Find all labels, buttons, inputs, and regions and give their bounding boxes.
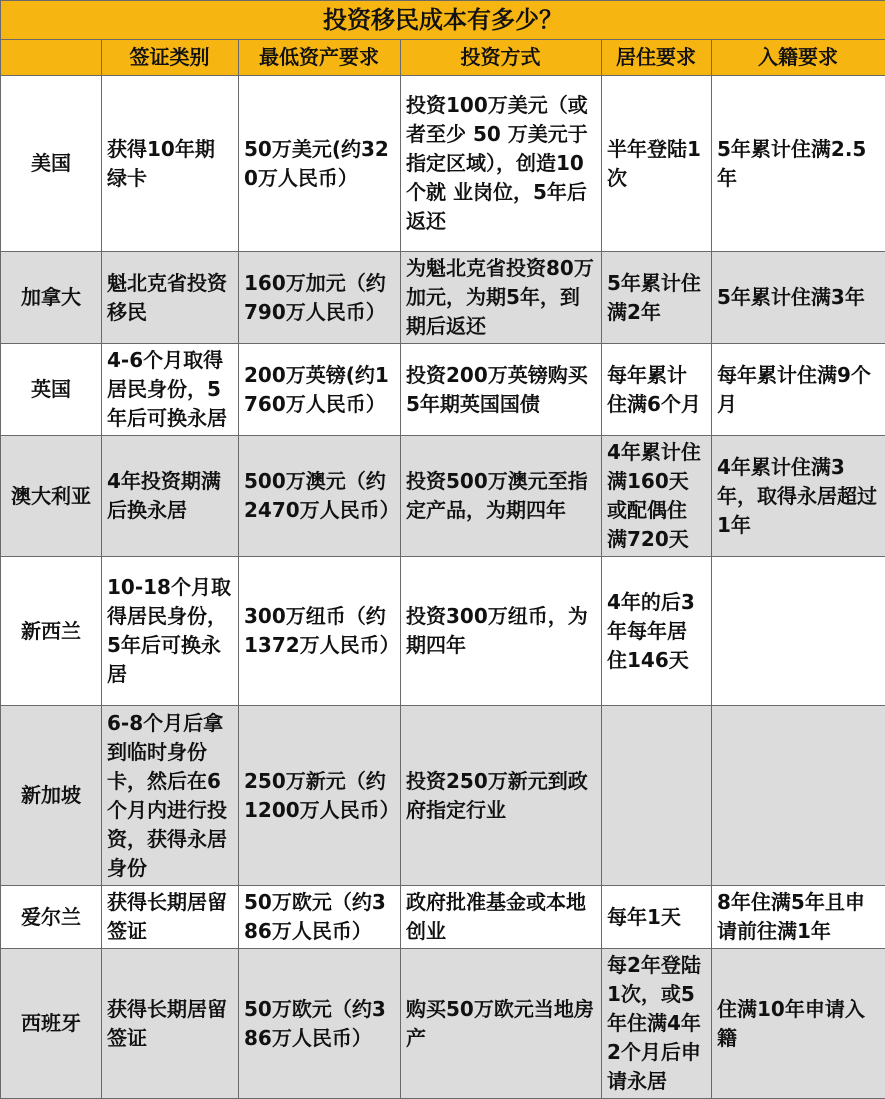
header-investment: 投资方式 bbox=[401, 40, 602, 76]
visa-cell: 获得长期居留签证 bbox=[102, 886, 239, 949]
header-visa: 签证类别 bbox=[102, 40, 239, 76]
citizenship-cell: 住满10年申请入籍 bbox=[712, 949, 885, 1099]
investment-cell: 投资200万英镑购买5年期英国国债 bbox=[401, 344, 602, 436]
country-cell: 新西兰 bbox=[1, 557, 102, 706]
visa-cell: 4-6个月取得居民身份，5年后可换永居 bbox=[102, 344, 239, 436]
residence-cell: 每2年登陆1次，或5年住满4年2个月后申请永居 bbox=[602, 949, 712, 1099]
min-asset-cell: 250万新元（约1200万人民币） bbox=[239, 706, 401, 886]
citizenship-cell: 5年累计住满3年 bbox=[712, 252, 885, 344]
visa-cell: 获得10年期绿卡 bbox=[102, 76, 239, 252]
residence-cell: 5年累计住满2年 bbox=[602, 252, 712, 344]
visa-cell: 6-8个月后拿到临时身份卡，然后在6个月内进行投资，获得永居身份 bbox=[102, 706, 239, 886]
country-cell: 西班牙 bbox=[1, 949, 102, 1099]
table-row-singapore bbox=[1, 706, 885, 886]
country-cell: 澳大利亚 bbox=[1, 436, 102, 557]
citizenship-cell: 每年累计住满9个月 bbox=[712, 344, 885, 436]
investment-cell: 投资100万美元（或者至少 50 万美元于指定区域），创造10 个就 业岗位，5年后返还 bbox=[401, 76, 602, 252]
table-title: 投资移民成本有多少？ bbox=[1, 1, 885, 40]
investment-cell: 为魁北克省投资80万加元，为期5年，到期后返还 bbox=[401, 252, 602, 344]
min-asset-cell: 50万欧元（约386万人民币） bbox=[239, 949, 401, 1099]
header-row bbox=[1, 40, 885, 76]
citizenship-cell bbox=[712, 557, 885, 706]
visa-cell: 4年投资期满后换永居 bbox=[102, 436, 239, 557]
residence-cell bbox=[602, 706, 712, 886]
min-asset-cell: 50万美元(约320万人民币） bbox=[239, 76, 401, 252]
title-row bbox=[1, 1, 885, 40]
header-residence: 居住要求 bbox=[602, 40, 712, 76]
investment-cell: 投资250万新元到政府指定行业 bbox=[401, 706, 602, 886]
visa-cell: 获得长期居留签证 bbox=[102, 949, 239, 1099]
investment-cell: 投资300万纽币，为期四年 bbox=[401, 557, 602, 706]
citizenship-cell: 8年住满5年且申请前往满1年 bbox=[712, 886, 885, 949]
citizenship-cell bbox=[712, 706, 885, 886]
residence-cell: 4年累计住满160天或配偶住满720天 bbox=[602, 436, 712, 557]
investment-cell: 政府批准基金或本地创业 bbox=[401, 886, 602, 949]
country-cell: 爱尔兰 bbox=[1, 886, 102, 949]
visa-cell: 10-18个月取得居民身份，5年后可换永居 bbox=[102, 557, 239, 706]
investment-cell: 投资500万澳元至指定产品，为期四年 bbox=[401, 436, 602, 557]
country-cell: 加拿大 bbox=[1, 252, 102, 344]
table-row-uk bbox=[1, 344, 885, 436]
citizenship-cell: 4年累计住满3年，取得永居超过1年 bbox=[712, 436, 885, 557]
table-row-new-zealand bbox=[1, 557, 885, 706]
table-row-canada bbox=[1, 252, 885, 344]
citizenship-cell: 5年累计住满2.5年 bbox=[712, 76, 885, 252]
country-cell: 英国 bbox=[1, 344, 102, 436]
residence-cell: 每年1天 bbox=[602, 886, 712, 949]
min-asset-cell: 50万欧元（约386万人民币） bbox=[239, 886, 401, 949]
visa-cell: 魁北克省投资移民 bbox=[102, 252, 239, 344]
table-row-ireland bbox=[1, 886, 885, 949]
table-row-usa bbox=[1, 76, 885, 252]
country-cell: 美国 bbox=[1, 76, 102, 252]
header-min-asset: 最低资产要求 bbox=[239, 40, 401, 76]
min-asset-cell: 200万英镑(约1760万人民币） bbox=[239, 344, 401, 436]
table-row-spain bbox=[1, 949, 885, 1099]
residence-cell: 半年登陆1次 bbox=[602, 76, 712, 252]
min-asset-cell: 300万纽币（约1372万人民币） bbox=[239, 557, 401, 706]
country-cell: 新加坡 bbox=[1, 706, 102, 886]
table-row-australia bbox=[1, 436, 885, 557]
header-citizenship: 入籍要求 bbox=[712, 40, 885, 76]
residence-cell: 每年累计住满6个月 bbox=[602, 344, 712, 436]
header-country bbox=[1, 40, 102, 76]
min-asset-cell: 160万加元（约790万人民币） bbox=[239, 252, 401, 344]
residence-cell: 4年的后3年每年居住146天 bbox=[602, 557, 712, 706]
investment-cell: 购买50万欧元当地房产 bbox=[401, 949, 602, 1099]
min-asset-cell: 500万澳元（约2470万人民币） bbox=[239, 436, 401, 557]
